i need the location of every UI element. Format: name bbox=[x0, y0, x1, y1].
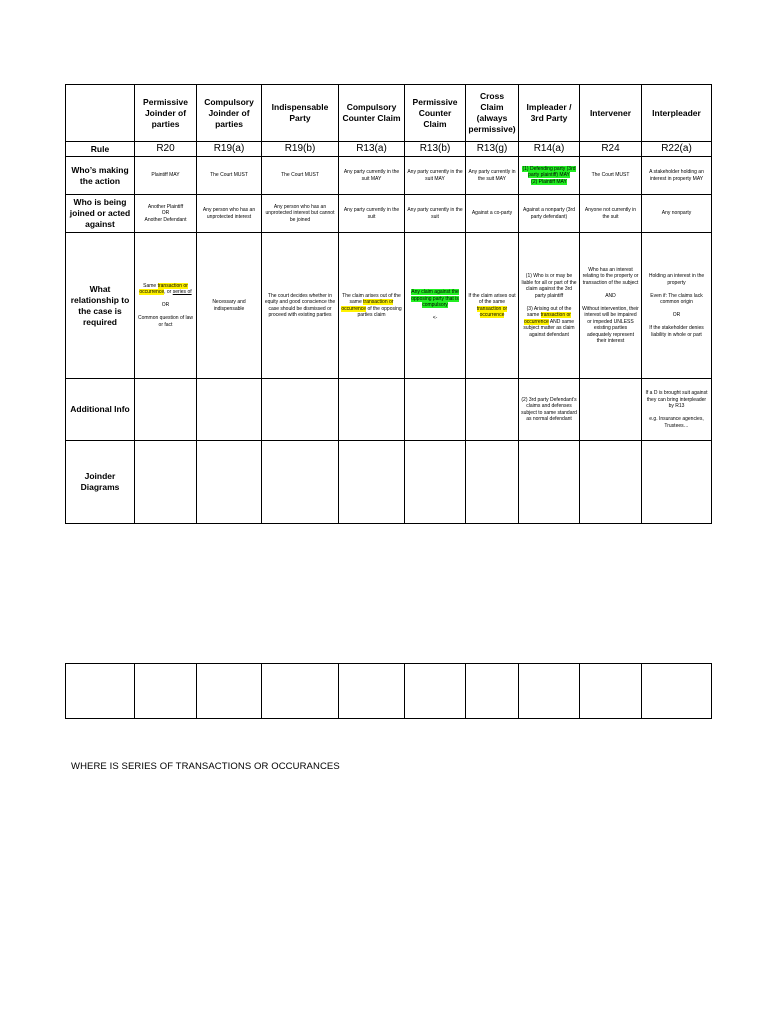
table-cell bbox=[135, 664, 197, 719]
table-cell bbox=[339, 664, 405, 719]
table-cell: Any person who has an unprotected interest but cannot be joined bbox=[262, 195, 339, 233]
highlighted-text: Any claim against the opposing party that is compulsory bbox=[411, 289, 459, 309]
rule-cell: R13(b) bbox=[405, 142, 466, 157]
row-label-who-making: Who’s making the action bbox=[66, 157, 135, 195]
col-header-indispensable-party: Indispensable Party bbox=[262, 85, 339, 142]
row-label-diagrams: Joinder Diagrams bbox=[66, 441, 135, 524]
rule-row bbox=[66, 142, 712, 157]
rule-cell: R24 bbox=[580, 142, 642, 157]
table-cell bbox=[197, 441, 262, 524]
table-cell bbox=[135, 233, 197, 379]
table-cell: Any party currently in the suit bbox=[405, 195, 466, 233]
table-cell: A stakeholder holding an interest in property MAY bbox=[642, 157, 712, 195]
table-cell bbox=[642, 441, 712, 524]
table-cell bbox=[262, 441, 339, 524]
table-cell bbox=[580, 441, 642, 524]
cell-text: (1) Who is or may be liable for all or part of the claim against the 3rd party plaintiff bbox=[521, 273, 577, 299]
table-cell bbox=[466, 233, 519, 379]
joinder-table bbox=[65, 84, 712, 524]
table-cell bbox=[580, 664, 642, 719]
table-cell bbox=[405, 664, 466, 719]
highlighted-text: transaction or occurrence bbox=[523, 312, 571, 325]
table-cell bbox=[466, 379, 519, 441]
table-cell bbox=[135, 379, 197, 441]
cell-text: The claim arises out of the same bbox=[342, 292, 401, 305]
cell-text: If the claim arises out of the same bbox=[468, 292, 516, 305]
table-cell bbox=[339, 233, 405, 379]
table-cell: The Court MUST bbox=[580, 157, 642, 195]
col-header-interpleader: Interpleader bbox=[642, 85, 712, 142]
col-header-compulsory-joinder: Compulsory Joinder of parties bbox=[197, 85, 262, 142]
cell-text: (3) Arising out of the same bbox=[526, 305, 572, 318]
table-cell bbox=[519, 441, 580, 524]
col-header-compulsory-counter-claim: Compulsory Counter Claim bbox=[339, 85, 405, 142]
row-label-relationship: What relationship to the case is required bbox=[66, 233, 135, 379]
table-cell: Plaintiff MAY bbox=[135, 157, 197, 195]
cell-text: If a D is brought suit against they can bring interpleader by R13 bbox=[645, 390, 708, 409]
table-cell bbox=[466, 441, 519, 524]
rule-cell: R13(g) bbox=[466, 142, 519, 157]
highlighted-text: transaction or occurrence bbox=[341, 299, 394, 312]
cell-text: e.g. Insurance agencies, Trustees… bbox=[649, 416, 704, 429]
table-cell bbox=[66, 664, 135, 719]
empty-row bbox=[66, 664, 712, 719]
cell-text: AND bbox=[605, 292, 616, 299]
table-cell bbox=[405, 233, 466, 379]
table-cell: Against a co-party bbox=[466, 195, 519, 233]
highlighted-text: (2) Plaintiff MAY bbox=[531, 178, 567, 185]
rule-cell: R19(a) bbox=[197, 142, 262, 157]
arrow-text: <- bbox=[432, 315, 438, 322]
table-cell: Against a nonparty (3rd party defendant) bbox=[519, 195, 580, 233]
cell-text: AND same subject matter as claim against defendant bbox=[523, 318, 575, 338]
cell-text: OR bbox=[161, 210, 170, 217]
table-cell bbox=[519, 664, 580, 719]
table-cell: Anyone not currently in the suit bbox=[580, 195, 642, 233]
table-cell: Any nonparty bbox=[642, 195, 712, 233]
additional-info-row bbox=[66, 379, 712, 441]
table-cell: Any party currently in the suit bbox=[339, 195, 405, 233]
table-cell bbox=[262, 379, 339, 441]
col-header-permissive-counter-claim: Permissive Counter Claim bbox=[405, 85, 466, 142]
table-cell bbox=[519, 157, 580, 195]
highlighted-text: transaction or occurrence bbox=[139, 282, 188, 296]
table-cell: (2) 3rd party Defendant’s claims and defenses subject to same standard as normal defendant bbox=[519, 379, 580, 441]
table-cell bbox=[466, 664, 519, 719]
cell-text: Same bbox=[143, 282, 158, 289]
footnote-text: WHERE IS SERIES OF TRANSACTIONS OR OCCURANCES bbox=[71, 761, 340, 772]
relationship-row bbox=[66, 233, 712, 379]
table-cell bbox=[642, 664, 712, 719]
table-cell bbox=[135, 441, 197, 524]
table-cell bbox=[580, 379, 642, 441]
col-header-intervener: Intervener bbox=[580, 85, 642, 142]
table-cell: Any party currently in the suit MAY bbox=[405, 157, 466, 195]
cell-text: OR bbox=[672, 312, 681, 318]
cell-text: Another Plaintiff bbox=[147, 203, 184, 210]
who-joined-row bbox=[66, 195, 712, 233]
who-making-row bbox=[66, 157, 712, 195]
table-cell bbox=[642, 233, 712, 379]
cell-text: Even if: The claims lack common origin bbox=[650, 292, 703, 305]
corner-cell bbox=[66, 85, 135, 142]
highlighted-text: transaction or occurrence bbox=[476, 305, 508, 318]
cell-text: of the opposing parties claim bbox=[357, 305, 402, 318]
cell-text: , or bbox=[164, 289, 173, 296]
table-cell: Necessary and indispensable bbox=[197, 233, 262, 379]
table-cell: Any person who has an unprotected interest bbox=[197, 195, 262, 233]
highlighted-text: (1) Defending party (3rd party plaintiff) MAY bbox=[522, 165, 576, 179]
empty-table bbox=[65, 663, 712, 719]
col-header-impleader: Impleader / 3rd Party bbox=[519, 85, 580, 142]
table-cell bbox=[580, 233, 642, 379]
table-cell bbox=[135, 195, 197, 233]
row-label-additional: Additional Info bbox=[66, 379, 135, 441]
cell-text: Without intervention, their interest will be impaired or impeded UNLESS existing parties adequately represent their interest bbox=[582, 305, 639, 344]
cell-text: Common question of law or fact bbox=[137, 315, 194, 328]
row-label-rule: Rule bbox=[66, 142, 135, 157]
row-label-who-joined: Who is being joined or acted against bbox=[66, 195, 135, 233]
table-cell bbox=[642, 379, 712, 441]
rule-cell: R19(b) bbox=[262, 142, 339, 157]
table-cell bbox=[197, 664, 262, 719]
table-cell bbox=[262, 664, 339, 719]
rule-cell: R14(a) bbox=[519, 142, 580, 157]
table-cell: Any party currently in the suit MAY bbox=[339, 157, 405, 195]
table-cell bbox=[519, 233, 580, 379]
cell-text: If the stakeholder denies liability in whole or part bbox=[649, 325, 704, 338]
table-cell bbox=[339, 379, 405, 441]
table-cell bbox=[405, 441, 466, 524]
underlined-text: series of bbox=[172, 289, 192, 296]
table-cell: The Court MUST bbox=[197, 157, 262, 195]
rule-cell: R20 bbox=[135, 142, 197, 157]
table-cell: Any party currently in the suit MAY bbox=[466, 157, 519, 195]
joinder-diagrams-row bbox=[66, 441, 712, 524]
col-header-cross-claim: Cross Claim (always permissive) bbox=[466, 85, 519, 142]
cell-text: Who has an interest relating to the property or transaction of the subject bbox=[582, 266, 639, 286]
col-header-permissive-joinder: Permissive Joinder of parties bbox=[135, 85, 197, 142]
table-cell bbox=[405, 379, 466, 441]
header-row bbox=[66, 85, 712, 142]
table-cell: The court decides whether in equity and good conscience the case should be dismissed or proceed with existing parties bbox=[262, 233, 339, 379]
table-cell: The Court MUST bbox=[262, 157, 339, 195]
rule-cell: R22(a) bbox=[642, 142, 712, 157]
table-cell bbox=[339, 441, 405, 524]
cell-text: Holding an interest in the property bbox=[648, 273, 705, 286]
cell-text: Another Defendant bbox=[144, 216, 187, 223]
rule-cell: R13(a) bbox=[339, 142, 405, 157]
cell-text: OR bbox=[161, 302, 170, 309]
table-cell bbox=[197, 379, 262, 441]
